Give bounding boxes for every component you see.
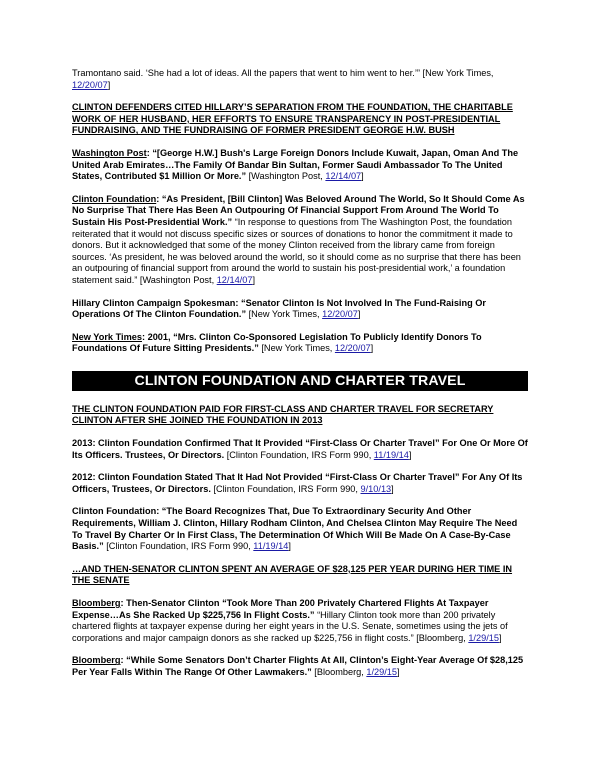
- bold-lead: “As President, [Bill Clinton] Was Beloved Around The World, So It Should Come As No Surprise That There Has Been An Outpouring Of Financial Support From Around The World To Sustain His Post-Presidential Work.”: [72, 193, 525, 227]
- paragraph-board-recognizes: [72, 506, 528, 552]
- paragraph-2013-form: [72, 438, 528, 461]
- section-heading-senate-average: …AND THEN-SENATOR CLINTON SPENT AN AVERAGE OF $28,125 PER YEAR DURING HER TIME IN THE SENATE: [72, 563, 513, 586]
- paragraph-bloomberg-average: [72, 655, 528, 678]
- bracket-close: ]: [107, 79, 111, 90]
- paragraph-washington-post: [72, 148, 528, 183]
- bracket-close: ]: [361, 171, 364, 182]
- colon: :: [120, 655, 127, 666]
- colon: :: [120, 598, 127, 608]
- source-name: Clinton Foundation: [72, 193, 157, 204]
- paragraph-2012-form: [72, 472, 528, 495]
- source-link[interactable]: 12/20/07: [322, 309, 358, 320]
- source-link[interactable]: 1/29/15: [366, 666, 398, 677]
- bracket-close: ]: [408, 449, 412, 460]
- bracket-close: ]: [288, 541, 291, 552]
- source-name: Bloomberg: [72, 598, 121, 608]
- body-text: [Clinton Foundation, IRS Form 990,: [224, 449, 374, 460]
- body-text: [Washington Post,: [246, 171, 326, 182]
- document-page: [72, 68, 528, 690]
- source-link[interactable]: 1/29/15: [468, 632, 499, 643]
- bold-lead: Then-Senator Clinton “Took More Than 200 Privately Chartered Flights At Taxpayer Expense…As She Racked Up $225,756 In Flight Costs.”: [72, 598, 489, 620]
- paragraph-bloomberg-flights: [72, 598, 528, 644]
- source-name: Bloomberg: [72, 655, 121, 666]
- colon: :: [156, 193, 162, 204]
- body-text: [Clinton Foundation, IRS Form 990,: [210, 483, 361, 494]
- source-link[interactable]: 12/14/07: [325, 171, 362, 182]
- bracket-close: ]: [498, 632, 502, 643]
- source-link[interactable]: 11/19/14: [373, 449, 409, 460]
- source-name: Washington Post: [72, 147, 147, 158]
- source-link[interactable]: 12/20/07: [334, 343, 371, 354]
- paragraph-nyt-legislation: [72, 332, 528, 355]
- source-link[interactable]: 12/14/07: [216, 274, 253, 285]
- source-link[interactable]: 11/19/14: [253, 541, 289, 552]
- bold-lead: “While Some Senators Don’t Charter Flights At All, Clinton’s Eight-Year Average Of $28,125 Per Year Falls Within The Range Of Other Lawmakers.”: [72, 655, 524, 677]
- body-text: [New York Times,: [258, 343, 335, 354]
- bracket-close: ]: [397, 666, 400, 677]
- body-text: Tramontano said. ‘She had a lot of ideas. All the papers that went to him went to her.’” [New York Times,: [72, 68, 494, 78]
- bold-lead: 2012: Clinton Foundation Stated That It Had Not Provided “First-Class Or Charter Travel” For Any Of Its Officers, Trustees, Or Directors.: [72, 472, 523, 494]
- section-banner: CLINTON FOUNDATION AND CHARTER TRAVEL: [72, 371, 528, 391]
- bold-lead: Clinton Foundation: “The Board Recognizes That, Due To Extraordinary Security And Other Requirements, William J. Clinton, Hillary Rodham Clinton, And Chelsea Clinton May Require The Need To Travel By Charter Or In First Class, The Determination Of Which Will Be Made On A Case-By-Case Basis.”: [72, 506, 518, 552]
- body-text: [New York Times,: [246, 309, 323, 320]
- body-text: [Clinton Foundation, IRS Form 990,: [103, 541, 254, 552]
- bracket-close: ]: [357, 309, 361, 320]
- body-text: [Bloomberg,: [311, 666, 367, 677]
- body-text: “In response to questions from The Washington Post, the foundation reiterated that it would not discuss specific sizes or sources of donations to honor the commitment it made to donors. But it acknowledged that some of the money Clinton received from the library came from foreign sources. ‘As president, he was beloved around the world, so it should come as no surprise that there has been an outpouring of financial support from around the world to sustain his post-presidential work,’ a foundation statement said.” [Washington Post,: [72, 216, 521, 285]
- section-heading-charter-travel: THE CLINTON FOUNDATION PAID FOR FIRST-CLASS AND CHARTER TRAVEL FOR SECRETARY CLINTON AFTER SHE JOINED THE FOUNDATION IN 2013: [72, 403, 494, 426]
- bracket-close: ]: [252, 274, 256, 285]
- paragraph-clinton-foundation-statement: [72, 194, 528, 287]
- bold-lead: : 2001, “Mrs. Clinton Co-Sponsored Legislation To Publicly Identify Donors To Foundations Of Future Sitting Presidents.”: [72, 331, 482, 354]
- bracket-close: ]: [391, 483, 394, 494]
- colon: :: [146, 147, 153, 158]
- paragraph-campaign-spokesman: [72, 298, 528, 321]
- section-heading-clinton-defenders: CLINTON DEFENDERS CITED HILLARY’S SEPARATION FROM THE FOUNDATION, THE CHARITABLE WORK OF HER HUSBAND, HER EFFORTS TO ENSURE TRANSPARENCY IN POST-PRESIDENTIAL FUNDRAISING, AND THE FUNDRAISING OF FORMER PRESIDENT GEORGE H.W. BUSH: [72, 102, 513, 136]
- paragraph-tramontano-quote: [72, 68, 528, 91]
- bold-lead: “[George H.W.] Bush's Large Foreign Donors Include Kuwait, Japan, Oman And The United Arab Emirates…The Family Of Bandar Bin Sultan, Former Saudi Ambassador To The United States, Contributed $1 Million Or More.”: [72, 147, 519, 182]
- bold-lead: Hillary Clinton Campaign Spokesman: “Senator Clinton Is Not Involved In The Fund-Raising Or Operations Of The Clinton Foundation.”: [72, 297, 486, 320]
- body-text: “Hillary Clinton took more than 200 privately chartered flights at taxpayer expense during her eight years in the U.S. Senate, sometimes using the jets of corporations and major campaign donors as she racked up $225,756 in flight costs.” [Bloomberg,: [72, 609, 508, 643]
- source-link[interactable]: 12/20/07: [72, 79, 108, 90]
- bold-lead: 2013: Clinton Foundation Confirmed That It Provided “First-Class Or Charter Travel” For One Or More Of Its Officers. Trustees, Or Directors.: [72, 438, 528, 460]
- source-name: New York Times: [72, 331, 142, 342]
- bracket-close: ]: [370, 343, 374, 354]
- source-link[interactable]: 9/10/13: [360, 483, 392, 494]
